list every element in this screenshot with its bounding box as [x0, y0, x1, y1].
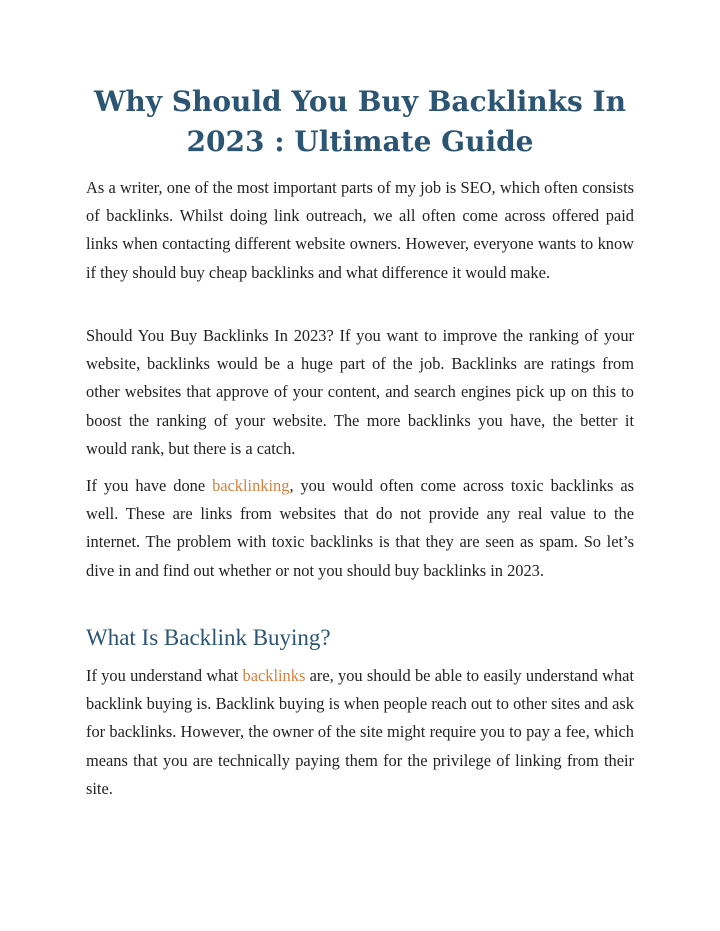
section-heading-backlink-buying: What Is Backlink Buying? [86, 625, 331, 650]
backlink-buying-text-after: are, you should be able to easily understand what backlink buying is. Backlink buying is when people reach out to other sites and ask for backlinks. However, the owner of the site might require you to pay a fee, which means that you are technically paying them for the privilege of linking from their site. [86, 666, 635, 798]
backlinking-link[interactable]: backlinking [212, 476, 290, 495]
page-title: Why Should You Buy Backlinks In 2023 : Ultimate Guide [93, 85, 627, 158]
third-paragraph-text-before: If you have done [86, 476, 213, 495]
third-paragraph-text-after: , you would often come across toxic backlinks as well. These are links from websites that do not provide any real value to the internet. The problem with toxic backlinks is that they are seen as spam. So let’s dive in and find out whether or not you should buy backlinks in 2023. [86, 476, 634, 580]
third-paragraph [86, 472, 634, 585]
backlink-buying-paragraph [86, 662, 634, 803]
second-paragraph: Should You Buy Backlinks In 2023? If you want to improve the ranking of your website, backlinks would be a huge part of the job. Backlinks are ratings from other websites that approve of your content, and search engines pick up on this to boost the ranking of your website. The more backlinks you have, the better it would rank, but there is a catch. [86, 326, 634, 458]
backlink-buying-text-before: If you understand what [86, 666, 243, 685]
backlinks-link[interactable]: backlinks [242, 666, 306, 685]
intro-paragraph: As a writer, one of the most important parts of my job is SEO, which often consists of backlinks. Whilst doing link outreach, we all often come across offered paid links when contacting different website owners. However, everyone wants to know if they should buy cheap backlinks and what difference it would make. [86, 178, 634, 282]
